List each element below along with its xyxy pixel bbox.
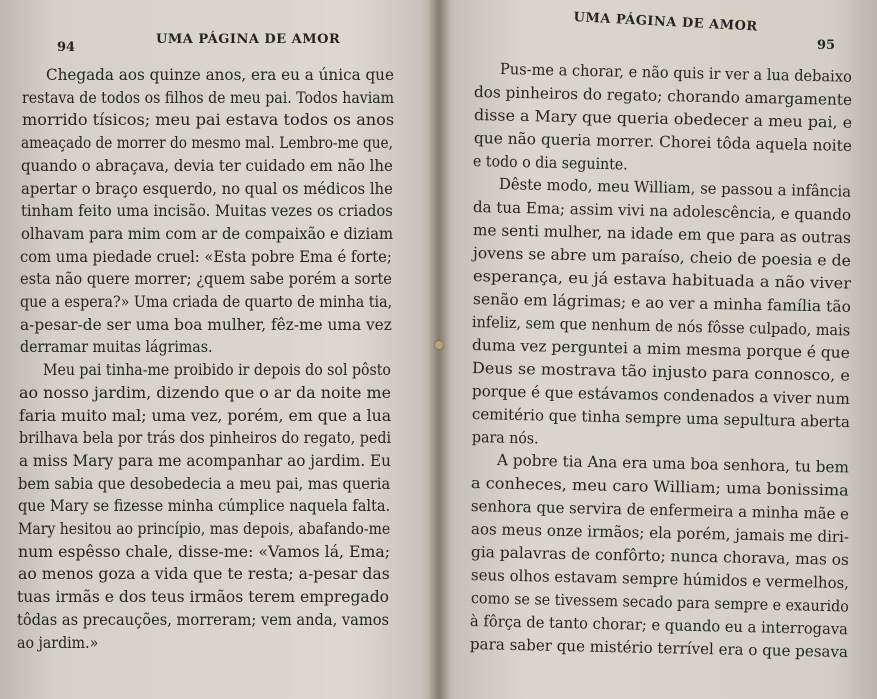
right-page (452, 0, 877, 699)
text-line: Mary hesitou ao princípio, mas depois, abafando-me (18, 520, 391, 538)
text-line: num espêsso chale, disse-me: «Vamos lá, Ema; (17, 542, 390, 561)
text-line: com uma piedade cruel: «Esta pobre Ema é forte; (20, 247, 393, 266)
text-line: a-pesar-de ser uma boa mulher, fêz-me uma vez (19, 315, 392, 334)
text-line: restava de todos os filhos de meu pai. Todos haviam (21, 88, 394, 107)
text-line: ao nosso jardim, dizendo que o ar da noite me (19, 383, 392, 402)
text-line: Meu pai tinha-me proibido ir depois do sol pôsto (43, 361, 392, 380)
text-line: seus olhos estavam sempre húmidos e vermelhos, (470, 566, 849, 593)
text-line: tinham feito uma incisão. Muitas vezes os criados (20, 202, 393, 221)
text-line: A pobre tia Ana era uma boa senhora, tu bem (497, 451, 850, 477)
text-line: que Mary se fizesse minha cúmplice naquela falta. (18, 497, 391, 516)
text-line: ao menos goza a vida que te resta; a-pesar das (17, 565, 390, 584)
text-line: cemitério que tinha sempre uma sepultura aberta (471, 405, 850, 432)
text-line: à fôrça de tanto chorar; e quando eu a interrogava (470, 612, 849, 639)
text-line: olhavam para mim com ar de compaixão e diziam (20, 224, 393, 243)
text-line: a conheces, meu caro William; uma bonissima (471, 474, 850, 500)
text-line: brilhava bela por trás dos pinheiros do regato, pedi (18, 429, 391, 448)
text-line: infeliz, sem que nenhum de nós fôsse culpado, mais (472, 313, 851, 340)
text-line: me senti mulher, na idade em que para as outras (472, 221, 852, 247)
binding-thread (435, 341, 443, 349)
text-line: Dêste modo, meu William, se passou a infância (499, 175, 852, 201)
text-line: esperança, eu já estava habituada a não viver (472, 267, 851, 293)
text-line: senão em lágrimas; e ao ver a minha família tão (472, 290, 851, 316)
text-line: Chegada aos quinze anos, era eu a única que (46, 66, 394, 84)
text-line: para nós. (471, 428, 539, 448)
text-line: que a espera?» Uma criada de quarto de minha tia, (20, 293, 393, 311)
text-line: para saber que mistério terrível era o que pesava (470, 635, 849, 662)
text-line: apertar o braço esquerdo, no qual os médicos lhe (21, 179, 393, 198)
text-line: duma vez perguntei a mim mesma porque é que (471, 336, 851, 362)
text-line: que não queria morrer. Chorei tôda aquela noite (473, 129, 852, 155)
text-line: Pus-me a chorar, e não quis ir ver a lua debaixo (499, 60, 853, 86)
text-line: quando o abraçava, devia ter cuidado em não lhe (21, 156, 393, 175)
text-line: bem sabia que desobedecia a meu pai, mas queria (18, 474, 391, 493)
text-line: esta não quere morrer; ¿quem sabe porém a sorte (20, 270, 393, 289)
text-line: tuas irmãs e dos teus irmãos terem empregado (17, 588, 390, 607)
right-running-header: UMA PÁGINA DE AMOR (573, 10, 758, 35)
text-line: como se se tivessem secado para sempre e exaurido (470, 589, 849, 616)
text-line: dos pinheiros do regato; chorando amargamente (473, 83, 852, 109)
text-line: derramar muitas lágrimas. (19, 338, 213, 357)
text-line: gia palavras de confôrto; nunca chorava, mas os (470, 543, 849, 569)
left-running-header: UMA PÁGINA DE AMOR (156, 32, 341, 47)
text-line: ameaçado de morrer do mesmo mal. Lembro-me que, (21, 134, 394, 153)
text-line: aos meus onze irmãos; ela porém, jamais me diri- (470, 520, 850, 547)
text-line: e todo o dia seguinte. (473, 152, 629, 174)
text-line: jovens se abre um paraíso, cheio de poesia e de (472, 244, 851, 270)
right-page-number: 95 (817, 38, 836, 53)
left-page (0, 0, 432, 699)
text-line: tôdas as precauções, morreram; vem anda, vamos (17, 610, 390, 629)
text-line: da tua Ema; assim vivi na adolescência, e quando (472, 198, 852, 225)
text-line: morrido tísicos; meu pai estava todos os anos (21, 111, 394, 130)
text-line: senhora que servira de enfermeira a minha mãe e (470, 497, 850, 524)
text-line: disse a Mary que queria obedecer a meu pai, e (473, 106, 852, 132)
text-line: faria muito mal; uma vez, porém, em que a lua (19, 406, 392, 425)
text-line: a miss Mary para me acompanhar ao jardim. Eu (18, 451, 391, 470)
left-page-number: 94 (57, 40, 76, 55)
text-line: Deus se mostrava tão injusto para connosco, e (471, 359, 851, 385)
text-line: porque é que estávamos condenados a viver num (471, 382, 850, 409)
text-line: ao jardim.» (17, 633, 99, 652)
